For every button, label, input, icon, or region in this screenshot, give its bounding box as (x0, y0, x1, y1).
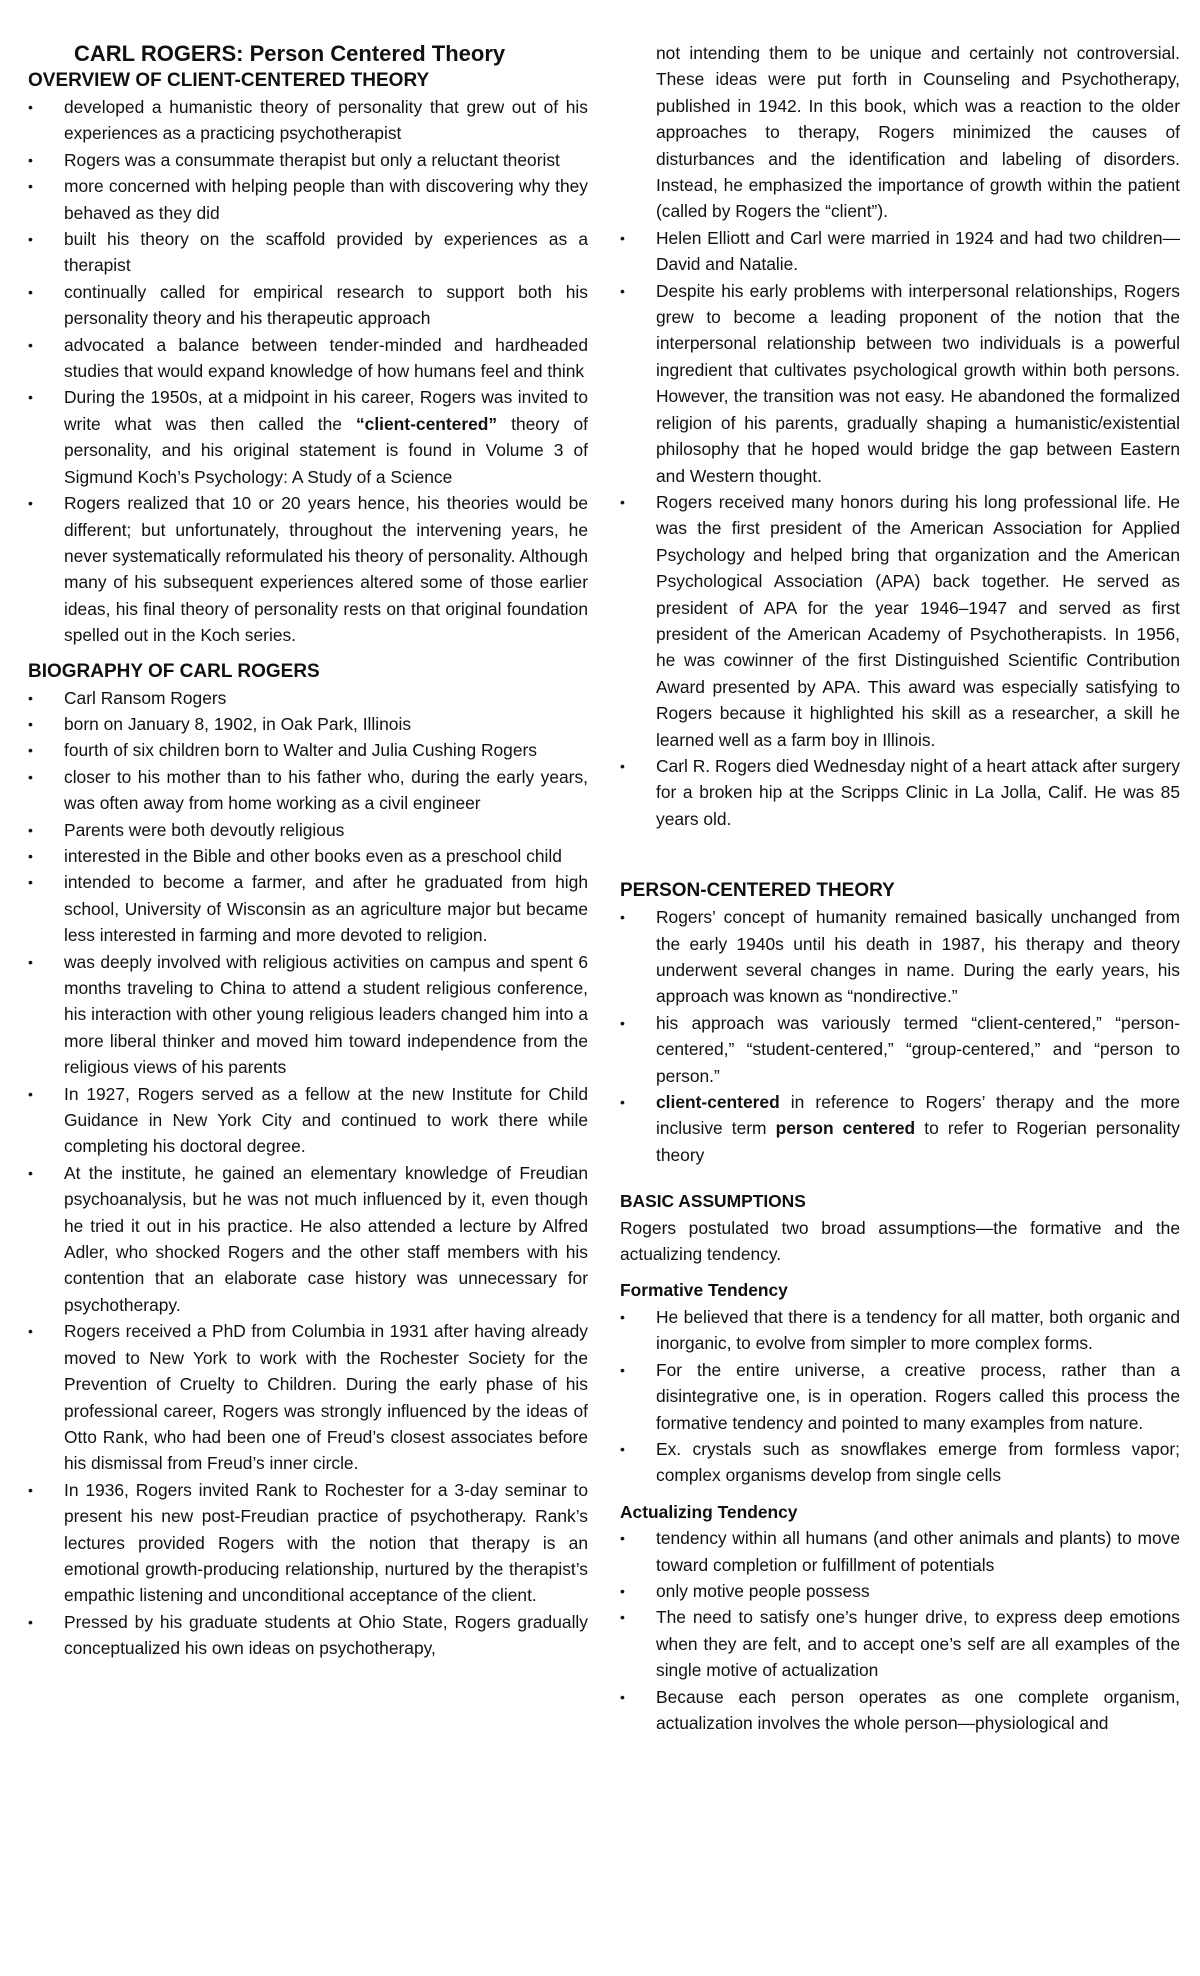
bullet-icon: • (28, 742, 33, 759)
list-item: • Rogers realized that 10 or 20 years hence, his theories would be different; but unfortunately, throughout the intervening years, he never systematically reformulated his theory of personality. Although many of his subsequent experiences altered some of those earlier ideas, his final theory of personality rests on that original foundation spelled out in the Koch series. (28, 490, 588, 648)
bullet-icon: • (620, 1014, 625, 1031)
overview-list (28, 94, 588, 649)
person-centered-heading: PERSON-CENTERED THEORY (620, 880, 895, 902)
biography-list (28, 685, 588, 1662)
bullet-icon: • (620, 1609, 625, 1626)
bullet-icon: • (620, 757, 625, 774)
formative-list (620, 1304, 1180, 1489)
list-item: • Pressed by his graduate students at Ohio State, Rogers gradually conceptualized his own ideas on psychotherapy, (28, 1609, 588, 1662)
bullet-icon: • (28, 389, 33, 406)
actualizing-list (620, 1525, 1180, 1736)
bullet-icon: • (620, 909, 625, 926)
right-column (620, 40, 1180, 1736)
list-item: • The need to satisfy one’s hunger drive, to express deep emotions when they are felt, and to accept one’s self are all examples of the single motive of actualization (620, 1604, 1180, 1683)
list-item: • Ex. crystals such as snowflakes emerge from formless vapor; complex organisms develop from single cells (620, 1436, 1180, 1489)
bullet-icon: • (28, 821, 33, 838)
list-item: • Rogers’ concept of humanity remained basically unchanged from the early 1940s until his death in 1987, his therapy and theory underwent several changes in name. During the early years, his approach was known as “nondirective.” (620, 904, 1180, 1010)
bullet-icon: • (28, 874, 33, 891)
list-item: • built his theory on the scaffold provided by experiences as a therapist (28, 226, 588, 279)
bullet-icon: • (28, 1481, 33, 1498)
bullet-icon: • (28, 231, 33, 248)
list-item: • During the 1950s, at a midpoint in his career, Rogers was invited to write what was then called the “client-centered” theory of personality, and his original statement is found in Volume 3 of Sigmund Koch’s Psychology: A Study of a Science (28, 384, 588, 490)
list-item: • He believed that there is a tendency for all matter, both organic and inorganic, to evolve from simpler to more complex forms. (620, 1304, 1180, 1357)
bullet-icon: • (28, 178, 33, 195)
bullet-icon: • (28, 1164, 33, 1181)
list-item: • Parents were both devoutly religious (28, 817, 588, 843)
list-item: • Carl Ransom Rogers (28, 685, 588, 711)
list-item: • his approach was variously termed “client-centered,” “person-centered,” “student-centered,” “group-centered,” and “person to person.” (620, 1010, 1180, 1089)
bullet-icon: • (28, 495, 33, 512)
list-item: • Helen Elliott and Carl were married in 1924 and had two children—David and Natalie. (620, 225, 1180, 278)
bullet-icon: • (620, 1582, 625, 1599)
bullet-icon: • (28, 847, 33, 864)
list-item: • closer to his mother than to his father who, during the early years, was often away from home working as a civil engineer (28, 764, 588, 817)
list-item: • In 1936, Rogers invited Rank to Rochester for a 3-day seminar to present his new post-Freudian practice of psychotherapy. Rank’s lectures provided Rogers with the notion that therapy is an emotional growth-producing relationship, nurtured by the therapist’s empathic listening and unconditional acceptance of the client. (28, 1477, 588, 1609)
bullet-icon: • (28, 689, 33, 706)
list-item: • interested in the Bible and other books even as a preschool child (28, 843, 588, 869)
list-item: • only motive people possess (620, 1578, 1180, 1604)
page-title: CARL ROGERS: Person Centered Theory (74, 41, 506, 66)
bullet-icon: • (620, 1361, 625, 1378)
person-centered-list (620, 904, 1180, 1168)
list-item: • fourth of six children born to Walter and Julia Cushing Rogers (28, 737, 588, 763)
basic-assumptions-heading: BASIC ASSUMPTIONS (620, 1191, 806, 1212)
bullet-icon: • (28, 336, 33, 353)
list-item: • was deeply involved with religious activities on campus and spent 6 months traveling to China to attend a student religious conference, his interaction with other young religious leaders changed him into a more liberal thinker and moved him toward independence from the religious views of his parents (28, 949, 588, 1081)
list-item: • continually called for empirical research to support both his personality theory and his therapeutic approach (28, 279, 588, 332)
formative-heading: Formative Tendency (620, 1280, 788, 1301)
list-item: • developed a humanistic theory of personality that grew out of his experiences as a practicing psychotherapist (28, 94, 588, 147)
list-item: • born on January 8, 1902, in Oak Park, Illinois (28, 711, 588, 737)
list-item: • tendency within all humans (and other animals and plants) to move toward completion or fulfillment of potentials (620, 1525, 1180, 1578)
bullet-icon: • (28, 1085, 33, 1102)
basic-assumptions-intro: Rogers postulated two broad assumptions—the formative and the actualizing tendency. (620, 1217, 1180, 1265)
bullet-icon: • (28, 768, 33, 785)
list-item: • For the entire universe, a creative process, rather than a disintegrative one, is in operation. Rogers called this process the formative tendency and pointed to many examples from nature. (620, 1357, 1180, 1436)
list-item: • Despite his early problems with interpersonal relationships, Rogers grew to become a leading proponent of the notion that the interpersonal relationship between two individuals is a powerful ingredient that cultivates psychological growth within both persons. However, the transition was not easy. He abandoned the formalized religion of his parents, gradually shaping a humanistic/existential philosophy that he hoped would bridge the gap between Eastern and Western thought. (620, 278, 1180, 489)
bullet-icon: • (620, 1440, 625, 1457)
bullet-icon: • (620, 1530, 625, 1547)
bullet-icon: • (28, 715, 33, 732)
bullet-icon: • (28, 953, 33, 970)
list-item: • Rogers was a consummate therapist but only a reluctant theorist (28, 147, 588, 173)
list-item: • client-centered in reference to Rogers’ therapy and the more inclusive term person centered to refer to Rogerian personality theory (620, 1089, 1180, 1168)
list-item-continued: not intending them to be unique and certainly not controversial. These ideas were put forth in Counseling and Psychotherapy, published in 1942. In this book, which was a reaction to the older approaches to therapy, Rogers minimized the causes of disturbances and the identification and labeling of disorders. Instead, he emphasized the importance of growth within the patient (called by Rogers the “client”). (656, 43, 1180, 222)
list-item: • Because each person operates as one complete organism, actualization involves the whole person—physiological and (620, 1684, 1180, 1737)
list-item: • At the institute, he gained an elementary knowledge of Freudian psychoanalysis, but he was not much influenced by it, even though he tried it out in his practice. He also attended a lecture by Alfred Adler, who shocked Rogers and the other staff members with his contention that an elaborate case history was unnecessary for psychotherapy. (28, 1160, 588, 1318)
bullet-icon: • (620, 1308, 625, 1325)
bullet-icon: • (28, 1613, 33, 1630)
bullet-icon: • (28, 1323, 33, 1340)
list-item: • advocated a balance between tender-minded and hardheaded studies that would expand knowledge of how humans feel and think (28, 332, 588, 385)
list-item: • In 1927, Rogers served as a fellow at the new Institute for Child Guidance in New York City and continued to work there while completing his doctoral degree. (28, 1081, 588, 1160)
list-item: • Carl R. Rogers died Wednesday night of a heart attack after surgery for a broken hip at the Scripps Clinic in La Jolla, Calif. He was 85 years old. (620, 753, 1180, 832)
bullet-icon: • (28, 283, 33, 300)
actualizing-heading: Actualizing Tendency (620, 1501, 798, 1522)
list-item: • Rogers received many honors during his long professional life. He was the first president of the American Association for Applied Psychology and helped bring that organization and the American Psychological Association (APA) back together. He served as president of APA for the year 1946–1947 and served as first president of the American Academy of Psychotherapists. In 1956, he was cowinner of the first Distinguished Scientific Contribution Award presented by APA. This award was especially satisfying to Rogers because it highlighted his skill as a researcher, a skill he learned well as a farm boy in Illinois. (620, 489, 1180, 753)
overview-heading: OVERVIEW OF CLIENT-CENTERED THEORY (28, 70, 430, 91)
list-item: • Rogers received a PhD from Columbia in 1931 after having already moved to New York to work with the Rochester Society for the Prevention of Cruelty to Children. During the early phase of his professional career, Rogers was strongly influenced by the ideas of Otto Rank, who had been one of Freud’s closest associates before his dismissal from Freud’s inner circle. (28, 1318, 588, 1476)
bullet-icon: • (620, 1688, 625, 1705)
bullet-icon: • (620, 493, 625, 510)
bullet-icon: • (28, 151, 33, 168)
bullet-icon: • (620, 282, 625, 299)
biography-list-continued (620, 40, 1180, 832)
left-column (28, 40, 588, 1662)
list-item: • more concerned with helping people than with discovering why they behaved as they did (28, 173, 588, 226)
bullet-icon: • (620, 1094, 625, 1111)
list-item: • intended to become a farmer, and after he graduated from high school, University of Wisconsin as an agriculture major but became less interested in farming and more devoted to religion. (28, 869, 588, 948)
bullet-icon: • (620, 229, 625, 246)
biography-heading: BIOGRAPHY OF CARL ROGERS (28, 660, 320, 682)
bullet-icon: • (28, 99, 33, 115)
